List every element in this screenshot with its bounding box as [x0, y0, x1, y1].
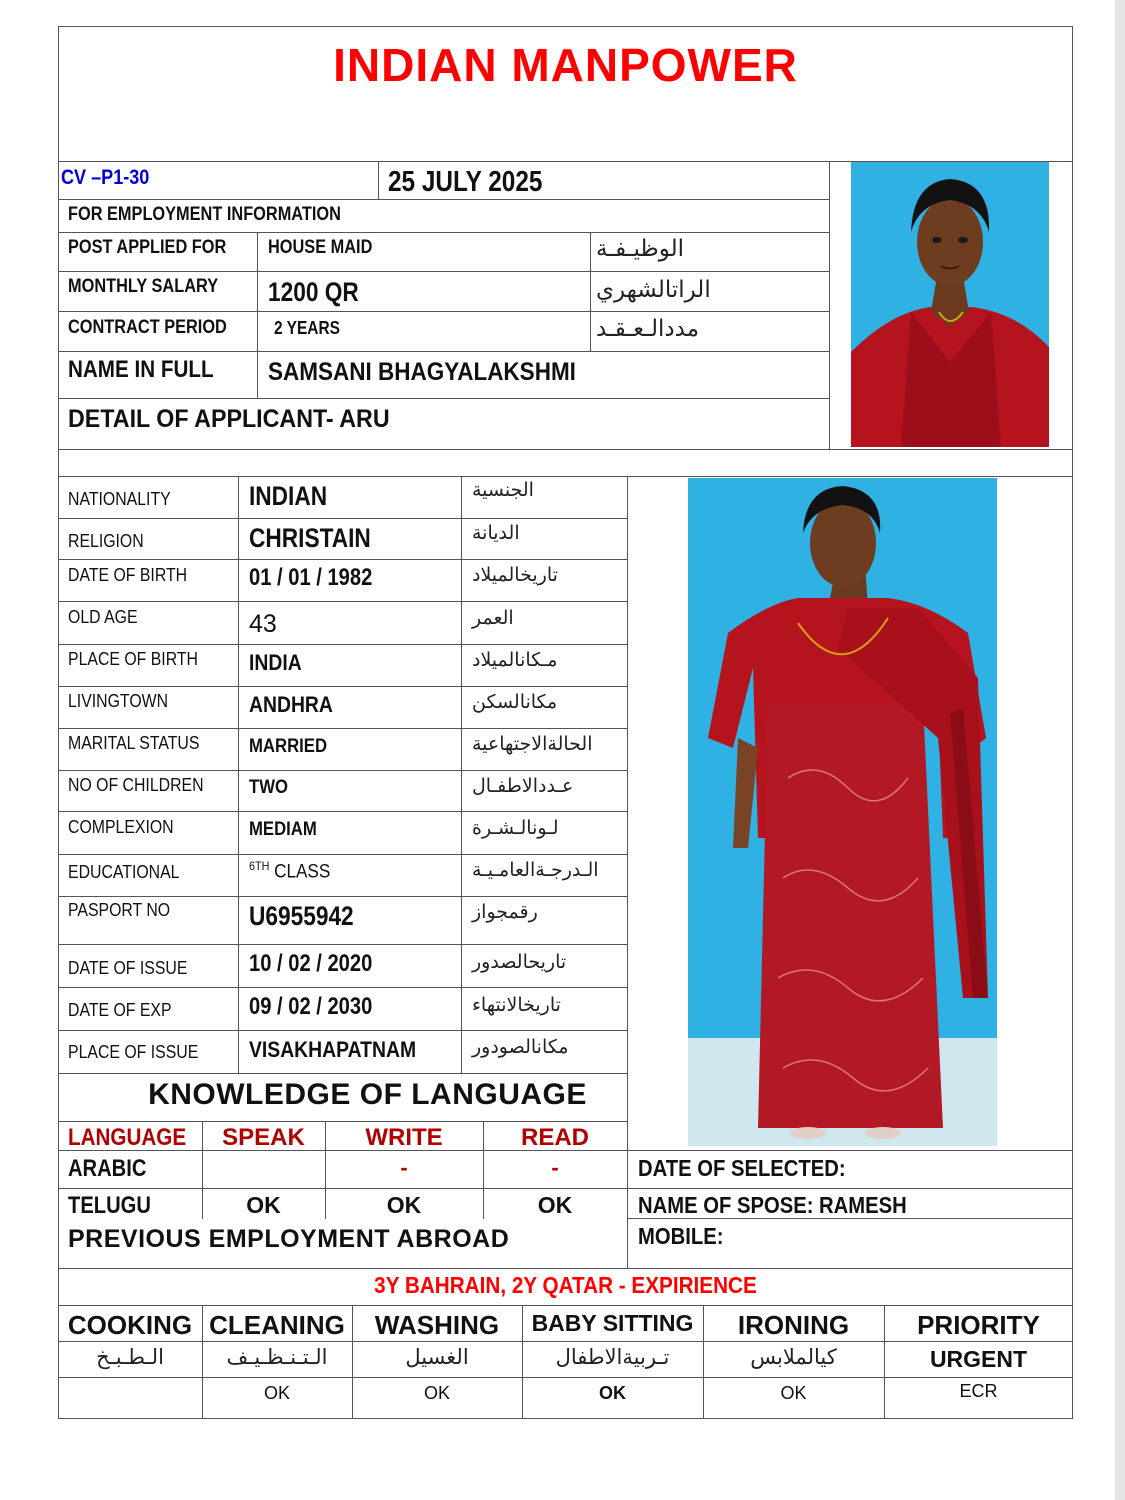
- birthplace-arabic: مـكانالميلاد: [472, 649, 558, 671]
- skill-washing-status: OK: [423, 1383, 450, 1403]
- dob-arabic: تاريخالميلاد: [472, 564, 558, 586]
- issue-place-value: VISAKHAPATNAM: [249, 1037, 417, 1062]
- children-label: NO OF CHILDREN: [68, 775, 204, 795]
- skill-baby-sitting: BABY SITTING: [531, 1310, 694, 1336]
- livingtown-arabic: مكانالسكن: [472, 691, 558, 713]
- issue-date-label: DATE OF ISSUE: [68, 958, 188, 978]
- lang-arabic-read: -: [551, 1155, 559, 1180]
- age-value: 43: [249, 610, 277, 638]
- page-title: INDIAN MANPOWER: [333, 39, 798, 91]
- lang-header-write: WRITE: [365, 1124, 443, 1151]
- previous-employment-label: PREVIOUS EMPLOYMENT ABROAD: [68, 1225, 510, 1253]
- education-class: CLASS: [274, 861, 331, 883]
- age-label: OLD AGE: [68, 607, 138, 627]
- applicant-full-photo: [688, 478, 997, 1146]
- skill-washing: WASHING: [374, 1310, 500, 1340]
- lang-header-language: LANGUAGE: [68, 1124, 187, 1151]
- skill-priority-value: URGENT: [929, 1346, 1028, 1372]
- skill-ironing-arabic: كيالملابس: [750, 1345, 837, 1369]
- contract-label: CONTRACT PERIOD: [68, 317, 227, 338]
- livingtown-label: LIVINGTOWN: [68, 691, 169, 711]
- skill-cooking-arabic: الـطـبـخ: [96, 1345, 164, 1369]
- passport-label: PASPORT NO: [68, 900, 171, 920]
- children-value: TWO: [249, 777, 289, 798]
- language-heading: KNOWLEDGE OF LANGUAGE: [148, 1078, 587, 1111]
- name-label: NAME IN FULL: [68, 356, 214, 383]
- spouse-name: NAME OF SPOSE: RAMESH: [638, 1192, 907, 1218]
- issue-date-arabic: تاريحالصدور: [472, 951, 567, 973]
- skill-ironing: IRONING: [737, 1310, 850, 1340]
- nationality-value: INDIAN: [249, 481, 328, 511]
- post-applied-value: HOUSE MAID: [268, 237, 373, 258]
- post-applied-arabic: الوظيـفـة: [596, 236, 684, 262]
- passport-arabic: رقمجواز: [472, 901, 538, 923]
- complexion-value: MEDIAM: [249, 819, 317, 840]
- lang-arabic-name: ARABIC: [68, 1155, 147, 1182]
- skill-washing-arabic: الغسيل: [405, 1345, 469, 1369]
- post-applied-label: POST APPLIED FOR: [68, 237, 227, 258]
- skill-baby-sitting-arabic: تـربيةالاطفال: [555, 1345, 670, 1369]
- children-arabic: عـددالاطفـال: [472, 775, 574, 797]
- skill-cleaning-arabic: الـتـنـظـيـف: [226, 1345, 328, 1369]
- skill-cleaning-status: OK: [263, 1383, 290, 1403]
- education-grade: 6TH: [249, 859, 270, 873]
- marital-arabic: الحالةالاجتهاعية: [472, 733, 593, 755]
- issue-place-label: PLACE OF ISSUE: [68, 1042, 199, 1062]
- education-label: EDUCATIONAL: [68, 862, 180, 882]
- cv-code: CV –P1-30: [61, 166, 150, 189]
- mobile: MOBILE:: [638, 1223, 724, 1249]
- birthplace-value: INDIA: [249, 650, 302, 675]
- passport-value: U6955942: [249, 901, 354, 931]
- dob-label: DATE OF BIRTH: [68, 565, 188, 585]
- lang-arabic-write: -: [400, 1155, 408, 1180]
- lang-header-read: READ: [520, 1124, 589, 1151]
- complexion-arabic: لـونالـشـرة: [472, 817, 559, 839]
- lang-telugu-read: OK: [537, 1192, 573, 1218]
- lang-telugu-name: TELUGU: [68, 1192, 151, 1219]
- skill-priority: PRIORITY: [917, 1310, 1040, 1340]
- salary-label: MONTHLY SALARY: [68, 276, 219, 297]
- dob-value: 01 / 01 / 1982: [249, 564, 373, 591]
- previous-employment-value: 3Y BAHRAIN, 2Y QATAR - EXPIRIENCE: [374, 1272, 757, 1298]
- education-arabic: الـدرجـةالعامـيـة: [472, 859, 599, 881]
- nationality-arabic: الجنسية: [472, 479, 534, 501]
- lang-telugu-write: OK: [386, 1192, 422, 1218]
- applicant-portrait-photo: [851, 162, 1049, 447]
- page-edge: [1115, 0, 1125, 1500]
- expiry-date-label: DATE OF EXP: [68, 1000, 172, 1020]
- contract-value: 2 YEARS: [274, 318, 340, 338]
- complexion-label: COMPLEXION: [68, 817, 174, 837]
- expiry-date-value: 09 / 02 / 2030: [249, 993, 373, 1020]
- skill-ironing-status: OK: [780, 1383, 807, 1403]
- livingtown-value: ANDHRA: [249, 692, 333, 717]
- skill-cleaning: CLEANING: [209, 1310, 345, 1340]
- birthplace-label: PLACE OF BIRTH: [68, 649, 198, 669]
- nationality-label: NATIONALITY: [68, 489, 171, 509]
- expiry-date-arabic: تاريخالانتهاء: [472, 994, 561, 1016]
- age-arabic: العمر: [472, 607, 514, 629]
- lang-header-speak: SPEAK: [222, 1124, 305, 1151]
- skill-cooking: COOKING: [67, 1310, 193, 1340]
- religion-value: CHRISTAIN: [249, 523, 371, 553]
- skill-priority-status: ECR: [959, 1381, 998, 1401]
- religion-label: RELIGION: [68, 531, 144, 551]
- employment-section-label: FOR EMPLOYMENT INFORMATION: [68, 204, 341, 225]
- marital-label: MARITAL STATUS: [68, 733, 200, 753]
- date-selected: DATE OF SELECTED:: [638, 1155, 846, 1181]
- name-value: SAMSANI BHAGYALAKSHMI: [268, 358, 576, 386]
- religion-arabic: الديانة: [472, 522, 520, 544]
- education-value: [249, 860, 330, 881]
- issue-date-value: 10 / 02 / 2020: [249, 950, 373, 977]
- issue-place-arabic: مكانالصودور: [472, 1036, 569, 1058]
- lang-telugu-speak: OK: [246, 1192, 281, 1218]
- salary-value: 1200 QR: [268, 277, 359, 307]
- skill-baby-sitting-status: OK: [599, 1383, 626, 1403]
- salary-arabic: الراتالشهري: [596, 277, 711, 303]
- marital-value: MARRIED: [249, 736, 328, 757]
- contract-arabic: مددالـعـقـد: [596, 316, 700, 342]
- detail-label: DETAIL OF APPLICANT- ARU: [68, 405, 390, 433]
- cv-date: 25 JULY 2025: [388, 166, 543, 198]
